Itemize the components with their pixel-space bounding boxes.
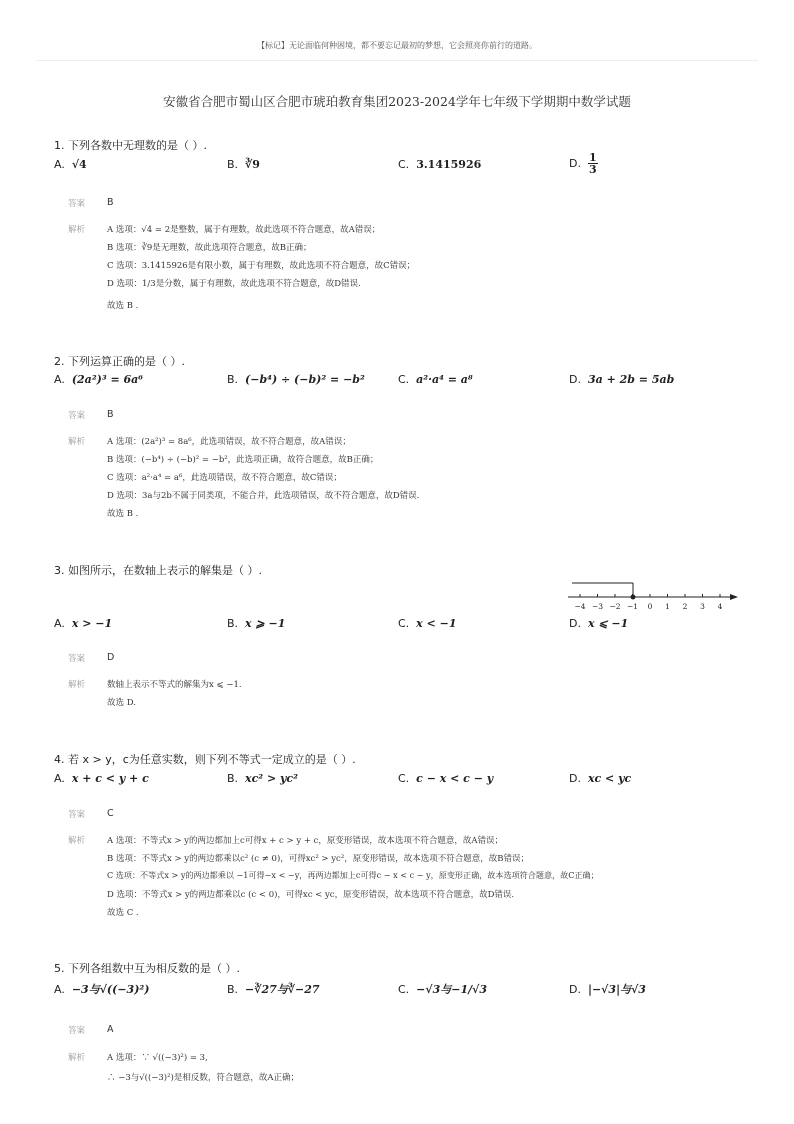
q5-option-d[interactable]: D. |−√3|与√3 — [569, 983, 646, 996]
axis-tick-label: 0 — [647, 602, 653, 611]
q3-answer: D — [107, 652, 115, 663]
q5-exp-line1: A 选项：∵ √((−3)²) = 3, — [107, 1053, 208, 1063]
question-2-stem: 2. 下列运算正确的是（ ）. — [54, 355, 185, 368]
q5-option-a[interactable]: A. −3与√((−3)²) — [54, 983, 150, 996]
q1-option-b[interactable]: B. ∛9 — [227, 158, 260, 171]
q3-exp-line1: 数轴上表示不等式的解集为x ⩽ −1. — [107, 680, 242, 690]
q3-exp-choice: 故选 D. — [107, 698, 136, 708]
q4-option-a[interactable]: A. x + c < y + c — [54, 772, 149, 785]
q4-exp-c: C 选项：不等式x > y的两边都乘以 −1可得−x < −y，再两边都加上c可得c − x < c − y，原变形正确，故本选项符合题意，故C正确； — [107, 870, 599, 880]
q4-exp-a: A 选项：不等式x > y的两边都加上c可得x + c > y + c，原变形错误，故本选项不符合题意，故A错误； — [107, 836, 504, 846]
q4-option-b[interactable]: B. xc² > yc² — [227, 772, 298, 785]
answer-label: 答案 — [68, 810, 86, 820]
q2-exp-b: B 选项：(−b⁴) ÷ (−b)² = −b²，此选项正确，故符合题意，故B正确； — [107, 455, 379, 465]
q4-answer: C — [107, 808, 114, 819]
q2-exp-choice: 故选 B . — [107, 509, 139, 519]
q4-option-c[interactable]: C. c − x < c − y — [398, 772, 494, 785]
axis-tick-label: 4 — [717, 602, 723, 611]
q1-exp-d: D 选项：1/3是分数，属于有理数，故此选项不符合题意，故D错误. — [107, 279, 361, 289]
question-5-stem: 5. 下列各组数中互为相反数的是（ ）. — [54, 962, 240, 975]
explain-label: 解析 — [68, 680, 86, 690]
q1-exp-b: B 选项：∛9是无理数，故此选项符合题意，故B正确； — [107, 243, 312, 253]
q4-exp-d: D 选项：不等式x > y的两边都乘以c (c < 0)，可得xc < yc，原变形错误，故本选项不符合题意，故D错误. — [107, 890, 515, 900]
axis-tick-label: 1 — [665, 602, 670, 611]
axis-tick-label: −4 — [574, 602, 586, 611]
q1-exp-c: C 选项：3.1415926是有限小数，属于有理数，故此选项不符合题意，故C错误； — [107, 261, 416, 271]
header-divider — [36, 60, 758, 61]
axis-tick-label: 2 — [682, 602, 688, 611]
page-title: 安徽省合肥市蜀山区合肥市琥珀教育集团2023-2024学年七年级下学期期中数学试题 — [163, 94, 631, 109]
q5-exp-line2: ∴ −3与√((−3)²)是相反数，符合题意，故A正确； — [107, 1073, 299, 1083]
explain-label: 解析 — [68, 225, 86, 235]
q2-exp-d: D 选项：3a与2b不属于同类项，不能合并，此选项错误，故不符合题意，故D错误. — [107, 491, 420, 501]
q5-option-c[interactable]: C. −√3与−1/√3 — [398, 983, 488, 996]
axis-tick-label: −1 — [626, 602, 639, 611]
q3-option-b[interactable]: B. x ⩾ −1 — [227, 617, 286, 630]
answer-label: 答案 — [68, 199, 86, 209]
q2-exp-a: A 选项：(2a²)³ = 8a⁶，此选项错误，故不符合题意，故A错误； — [107, 437, 351, 447]
header-note: 【标记】无论面临何种困境，都不要忘记最初的梦想，它会照亮你前行的道路。 — [257, 41, 537, 50]
explain-label: 解析 — [68, 1053, 86, 1063]
number-line-figure — [562, 578, 742, 614]
explain-label: 解析 — [68, 437, 86, 447]
answer-label: 答案 — [68, 1026, 86, 1036]
q4-option-d[interactable]: D. xc < yc — [569, 772, 632, 785]
q4-exp-choice: 故选 C . — [107, 908, 139, 918]
q1-answer: B — [107, 197, 114, 208]
q2-option-d[interactable]: D. 3a + 2b = 5ab — [569, 373, 675, 386]
q5-option-b[interactable]: B. −∛27与∛−27 — [227, 983, 320, 996]
answer-label: 答案 — [68, 411, 86, 421]
q1-option-d[interactable]: D. $\frac{1}{3}$ — [569, 151, 597, 176]
explain-label: 解析 — [68, 836, 86, 846]
q3-option-a[interactable]: A. x > −1 — [54, 617, 113, 630]
axis-tick-label: 3 — [700, 602, 705, 611]
q3-option-d[interactable]: D. x ⩽ −1 — [569, 617, 629, 630]
q2-answer: B — [107, 409, 114, 420]
question-3-stem: 3. 如图所示，在数轴上表示的解集是（ ）. — [54, 564, 262, 577]
arrow-icon — [730, 594, 738, 600]
fraction: $\frac{1}{3}$ — [588, 151, 597, 176]
question-4-stem: 4. 若 x > y，c为任意实数，则下列不等式一定成立的是（ ）. — [54, 753, 356, 766]
q1-option-a[interactable]: A. √4 — [54, 158, 87, 171]
q1-exp-choice: 故选 B . — [107, 301, 139, 311]
q1-option-c[interactable]: C. 3.1415926 — [398, 158, 482, 171]
q4-exp-b: B 选项：不等式x > y的两边都乘以c² (c ≠ 0)，可得xc² > yc²，原变形错误，故本选项不符合题意，故B错误； — [107, 854, 529, 864]
q1-exp-a: A 选项：√4 = 2是整数，属于有理数，故此选项不符合题意，故A错误； — [107, 225, 381, 235]
q3-option-c[interactable]: C. x < −1 — [398, 617, 457, 630]
q2-exp-c: C 选项：a²·a⁴ = a⁶，此选项错误，故不符合题意，故C错误； — [107, 473, 342, 483]
question-1-stem: 1. 下列各数中无理数的是（ ）. — [54, 139, 207, 152]
q5-answer: A — [107, 1024, 114, 1035]
axis-tick-label: −2 — [609, 602, 621, 611]
axis-tick-label: −3 — [591, 602, 604, 611]
q2-option-c[interactable]: C. a²·a⁴ = a⁸ — [398, 373, 473, 386]
q2-option-a[interactable]: A. (2a²)³ = 6a⁶ — [54, 373, 144, 386]
answer-label: 答案 — [68, 654, 86, 664]
q2-option-b[interactable]: B. (−b⁴) ÷ (−b)² = −b² — [227, 373, 365, 386]
